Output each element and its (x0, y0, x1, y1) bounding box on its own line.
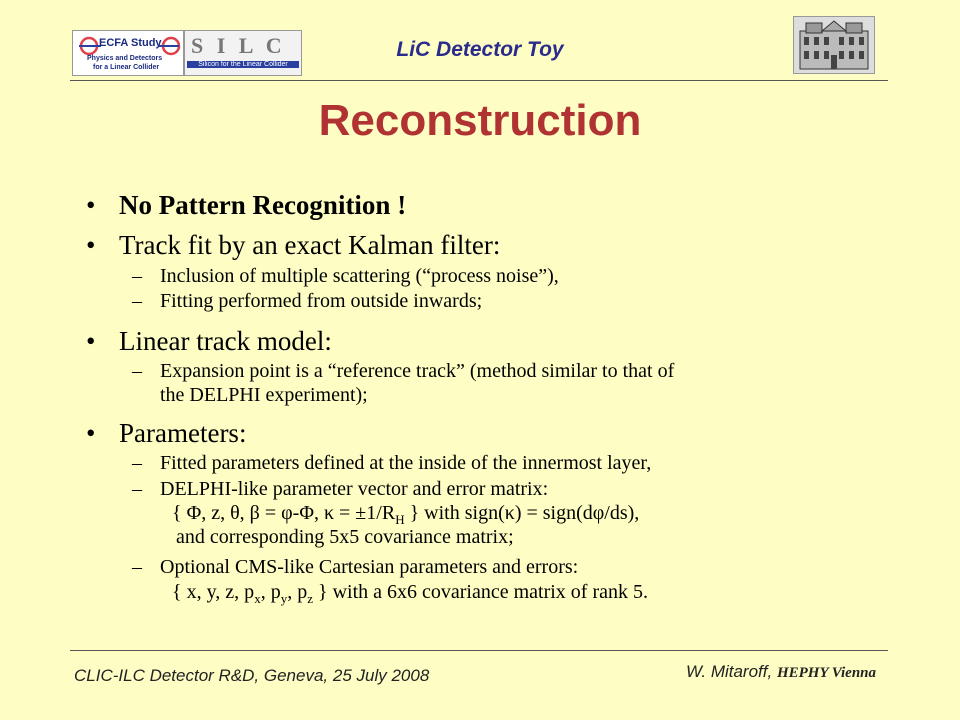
silc-logo-bottom: Silicon for the Linear Collider (187, 61, 299, 68)
sub-text: DELPHI-like parameter vector and error matrix: (160, 478, 549, 500)
delphi-formula (172, 502, 640, 527)
bullet-text: Track fit by an exact Kalman filter: (119, 230, 501, 260)
sub-text: Optional CMS-like Cartesian parameters and errors: (160, 556, 579, 578)
sub-text: Inclusion of multiple scattering (“process noise”), (160, 265, 559, 287)
building-icon (794, 17, 874, 73)
delphi-formula-a: { Φ, z, θ, β = φ-Φ, κ = ±1/R (172, 502, 396, 524)
sub-dash: – (132, 290, 142, 312)
delphi-formula-b: } with sign(κ) = sign(dφ/ds), (404, 502, 640, 524)
cms-formula (172, 581, 649, 606)
sub-dash: – (132, 556, 142, 578)
ecfa-logo-line1: Physics and Detectors (87, 55, 163, 62)
cms-formula-a: { x, y, z, p (172, 581, 255, 603)
delphi-formula-cont: and corresponding 5x5 covariance matrix; (176, 526, 514, 548)
ecfa-logo-top: ECFA Study (99, 37, 162, 49)
bullet-text: No Pattern Recognition ! (119, 190, 407, 220)
sub-dash: – (132, 360, 142, 382)
header-title: LiC Detector Toy (396, 38, 564, 61)
bullet-dot: • (86, 230, 96, 260)
cms-sub-x: x (254, 591, 261, 606)
bullet-text: Linear track model: (119, 326, 332, 356)
footer-left: CLIC-ILC Detector R&D, Geneva, 25 July 2008 (74, 666, 430, 685)
bullet-dot: • (86, 190, 96, 220)
sub-dash: – (132, 265, 142, 287)
cms-formula-b: } with a 6x6 covariance matrix of rank 5. (312, 581, 649, 603)
delphi-formula-sub: H (395, 512, 405, 527)
sub-dash: – (132, 478, 142, 500)
bullet-text: Parameters: (119, 418, 247, 448)
bullet-dot: • (86, 326, 96, 356)
footer-institute: HEPHY Vienna (776, 665, 876, 681)
sub-text: Fitted parameters defined at the inside of the innermost layer, (160, 452, 652, 474)
cms-sub-z: z (307, 591, 313, 606)
building-logo (793, 16, 875, 74)
bullet-dot: • (86, 418, 96, 448)
ecfa-logo-line2: for a Linear Collider (93, 64, 160, 71)
cms-sub-y: y (280, 591, 288, 606)
sub-expansion-point-cont: the DELPHI experiment); (160, 384, 368, 406)
footer-author: W. Mitaroff, (685, 662, 777, 681)
header-rule (70, 80, 888, 81)
cms-sep2: , p (287, 581, 308, 603)
slide-title: Reconstruction (318, 96, 642, 145)
sub-text: Expansion point is a “reference track” (method similar to that of (160, 360, 675, 382)
silc-logo-top: S I L C (191, 33, 286, 58)
sub-text: Fitting performed from outside inwards; (160, 290, 483, 312)
sub-dash: – (132, 452, 142, 474)
cms-sep1: , p (260, 581, 281, 603)
footer-right (686, 662, 876, 682)
footer-rule (70, 650, 888, 651)
